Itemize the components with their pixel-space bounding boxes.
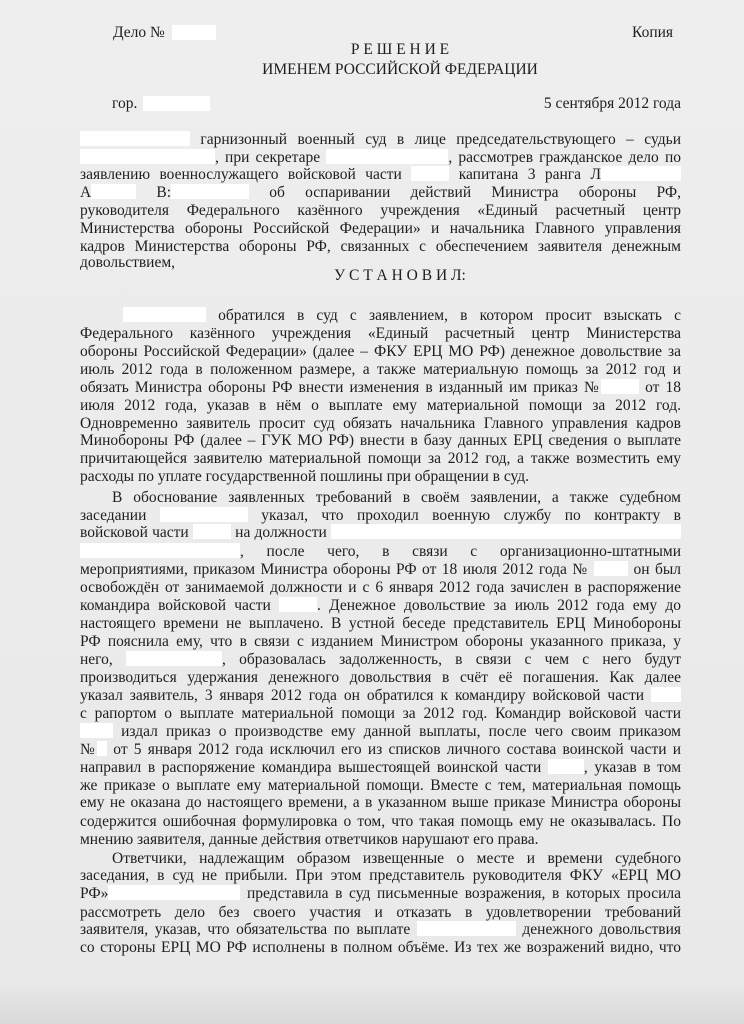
text-line bbox=[80, 220, 681, 238]
text-segment: мнению заявителя, данные действия ответчиков нарушают его права. bbox=[80, 831, 539, 848]
text-line bbox=[80, 131, 681, 149]
text-line bbox=[80, 543, 681, 561]
text-segment: издал приказ о производстве ему данной выплаты, после чего своим приказом bbox=[113, 723, 681, 740]
text-segment: кадров Министерства обороны РФ, связанных с обеспечением заявителя денежным bbox=[80, 238, 681, 255]
text-segment: на должности bbox=[230, 524, 331, 541]
text-line bbox=[80, 166, 681, 184]
text-line bbox=[80, 939, 681, 957]
text-line bbox=[80, 597, 681, 615]
text-segment: Одновременно заявитель просит суд обязать начальника Главного управления кадров bbox=[80, 415, 681, 432]
text-segment: командира войсковой части bbox=[80, 597, 280, 614]
text-line bbox=[80, 904, 681, 922]
text-segment: РФ пояснила ему, что в связи с изданием Министром обороны указанного приказа, у bbox=[80, 633, 681, 650]
text-line bbox=[80, 415, 681, 433]
text-line bbox=[80, 507, 681, 525]
city-label: гор. bbox=[112, 95, 138, 112]
text-segment: Минобороны РФ (далее – ГУК МО РФ) внести в базу данных ЕРЦ сведения о выплате bbox=[80, 432, 681, 449]
text-segment: , рассмотрев гражданское дело по bbox=[448, 149, 682, 166]
text-segment: ему не оказана до настоящего времени, а в указанном выше приказе Министра обороны bbox=[80, 794, 681, 811]
redacted-text bbox=[91, 184, 136, 199]
text-segment: Министерства обороны Российской Федерации» и начальника Главного управления bbox=[80, 220, 681, 237]
text-segment: от 18 bbox=[638, 379, 681, 396]
text-segment: , образовалась задолженность, в связи с чем с него будут bbox=[222, 651, 681, 668]
text-line bbox=[80, 361, 681, 379]
text-segment: указал заявитель, 3 января 2012 года он обратился к командиру войсковой части bbox=[80, 687, 651, 704]
redacted-text bbox=[160, 507, 248, 522]
text-segment: расходы по уплате государственной пошлины при обращении в суд. bbox=[80, 468, 530, 485]
text-line bbox=[80, 615, 681, 633]
text-line bbox=[80, 794, 681, 812]
text-segment: довольствием, bbox=[80, 254, 176, 271]
redacted-text bbox=[80, 723, 113, 738]
text-line bbox=[80, 687, 681, 705]
text-segment: обороны Российской Федерации» (далее – ФКУ ЕРЦ МО РФ) денежное довольствие за bbox=[80, 343, 681, 360]
text-segment: гарнизонный военный суд в лице председательствующего – судьи bbox=[190, 131, 681, 148]
text-segment: направил в распоряжение командира вышестоящей воинской части bbox=[80, 759, 548, 776]
text-segment: , после чего, в связи с организационно-штатными bbox=[240, 543, 681, 560]
text-segment: обязать Министра обороны РФ внести изменения в изданный им приказ № bbox=[80, 379, 601, 396]
text-segment: денежного довольствия bbox=[515, 921, 681, 938]
section-title: У С Т А Н О В И Л: bbox=[334, 267, 466, 284]
text-line bbox=[80, 343, 681, 361]
text-segment: с рапортом о выплате материальной помощи за 2012 год. Командир войсковой части bbox=[80, 705, 681, 722]
text-segment: . Денежное довольствие за июль 2012 года ему до bbox=[317, 597, 681, 614]
text-line bbox=[80, 254, 681, 272]
redacted-text bbox=[326, 149, 448, 164]
text-segment: же приказе о выплате ему материальной помощи. Вместе с тем, материальная помощь bbox=[80, 777, 681, 794]
text-line bbox=[80, 867, 681, 885]
text-line bbox=[80, 885, 681, 903]
text-line bbox=[80, 202, 681, 220]
text-segment: А bbox=[80, 184, 92, 201]
redacted-text bbox=[651, 687, 681, 702]
redacted-text bbox=[171, 184, 249, 199]
text-line bbox=[80, 831, 681, 849]
text-segment: Федерального казённого учреждения «Единый расчетный центр Министерства bbox=[80, 325, 681, 342]
text-line bbox=[80, 759, 681, 777]
text-segment: , при секретаре bbox=[215, 149, 327, 166]
text-segment: В обоснование заявленных требований в своём заявлении, а также судебном bbox=[112, 489, 681, 506]
text-segment: июля 2012 года, указав в нём о выплате ему материальной помощи за 2012 год. bbox=[80, 397, 681, 414]
text-line bbox=[80, 813, 681, 831]
text-line bbox=[80, 705, 681, 723]
redacted-text bbox=[80, 149, 215, 164]
text-segment: июль 2012 года в положенном размере, а также материальную помощь за 2012 год и bbox=[80, 361, 681, 378]
text-segment: представила в суд письменные возражения, в которых просила bbox=[240, 885, 681, 902]
redacted-text bbox=[80, 131, 190, 146]
text-segment: руководителя Федерального казённого учреждения «Единый расчетный центр bbox=[80, 202, 681, 219]
text-segment: РФ» bbox=[80, 885, 109, 902]
text-line bbox=[80, 561, 681, 579]
text-segment: капитана 3 ранга Л bbox=[449, 166, 601, 183]
text-segment: рассмотреть дело без своего участия и отказать в удовлетворении требований bbox=[80, 904, 681, 921]
text-segment: производиться удержания денежного довольствия в счёт её погашения. Как далее bbox=[80, 669, 681, 686]
redacted-text bbox=[80, 543, 240, 558]
redacted-case-number bbox=[172, 25, 216, 40]
text-segment: он был bbox=[628, 561, 681, 578]
text-line bbox=[123, 307, 681, 325]
text-segment: заявителя, указав, что обязательства по выплате bbox=[80, 921, 417, 938]
text-line bbox=[80, 468, 681, 486]
text-segment: со стороны ЕРЦ МО РФ исполнены в полном объёме. Из тех же возражений видно, что bbox=[80, 939, 681, 956]
text-segment: № bbox=[80, 741, 98, 758]
text-segment: настоящего времени не выплачено. В устной беседе представитель ЕРЦ Минобороны bbox=[80, 615, 681, 632]
text-segment: заседания, в суд не прибыли. При этом представитель руководителя ФКУ «ЕРЦ МО bbox=[80, 867, 681, 884]
text-line bbox=[80, 579, 681, 597]
redacted-text bbox=[108, 885, 240, 900]
text-line bbox=[112, 489, 681, 507]
redacted-text bbox=[193, 524, 231, 539]
text-segment: об оспаривании действий Министра обороны РФ, bbox=[249, 184, 681, 201]
redacted-text bbox=[331, 524, 681, 539]
text-line bbox=[80, 921, 681, 939]
text-line bbox=[80, 633, 681, 651]
case-number-label: Дело № bbox=[113, 24, 165, 41]
text-line bbox=[80, 669, 681, 687]
copy-label: Копия bbox=[632, 24, 674, 41]
redacted-text bbox=[548, 759, 584, 774]
redacted-text bbox=[411, 166, 449, 181]
text-segment: от 5 января 2012 года исключил его из списков личного состава воинской части и bbox=[107, 741, 681, 758]
text-line bbox=[80, 432, 681, 450]
text-segment: указал, что проходил военную службу по контракту в bbox=[247, 507, 681, 524]
text-line bbox=[80, 777, 681, 795]
redacted-text bbox=[601, 166, 681, 181]
text-segment: него, bbox=[80, 651, 126, 668]
text-segment: , указав в том bbox=[583, 759, 681, 776]
redacted-text bbox=[126, 651, 222, 666]
redacted-city bbox=[143, 96, 210, 111]
redacted-text bbox=[417, 921, 516, 936]
text-line bbox=[80, 741, 681, 759]
text-segment: Ответчики, надлежащим образом извещенные о месте и времени судебного bbox=[112, 850, 681, 867]
text-segment: освобождён от занимаемой должности и с 6 января 2012 года зачислен в распоряжение bbox=[80, 579, 681, 596]
text-segment: В: bbox=[136, 184, 172, 201]
text-segment: причитающейся заявителю материальной помощи за 2012 год, а также возместить ему bbox=[80, 450, 681, 467]
text-segment: войсковой части bbox=[80, 524, 193, 541]
text-line bbox=[112, 850, 681, 868]
text-line bbox=[80, 450, 681, 468]
redacted-text bbox=[279, 597, 317, 612]
redacted-text bbox=[594, 561, 628, 576]
decision-date: 5 сентября 2012 года bbox=[543, 95, 681, 112]
text-line bbox=[80, 149, 681, 167]
redacted-text bbox=[601, 379, 639, 394]
document-title: Р Е Ш Е Н И Е bbox=[350, 41, 450, 58]
text-line bbox=[80, 397, 681, 415]
text-segment: заседании bbox=[80, 507, 160, 524]
redacted-text bbox=[97, 741, 107, 756]
text-line bbox=[80, 524, 681, 542]
text-line bbox=[80, 184, 681, 202]
document-subtitle: ИМЕНЕМ РОССИЙСКОЙ ФЕДЕРАЦИИ bbox=[262, 61, 538, 78]
text-line bbox=[80, 379, 681, 397]
text-segment: содержится ошибочная формулировка о том, что такая помощь ему не оказывалась. По bbox=[80, 813, 681, 830]
redacted-text bbox=[123, 307, 206, 322]
text-line bbox=[80, 651, 681, 669]
text-line bbox=[80, 325, 681, 343]
text-segment: заявлению военнослужащего войсковой части bbox=[80, 166, 412, 183]
text-segment: обратился в суд с заявлением, в котором просит взыскать с bbox=[206, 307, 681, 324]
text-line bbox=[80, 723, 681, 741]
text-segment: мероприятиями, приказом Министра обороны РФ от 18 июля 2012 года № bbox=[80, 561, 595, 578]
